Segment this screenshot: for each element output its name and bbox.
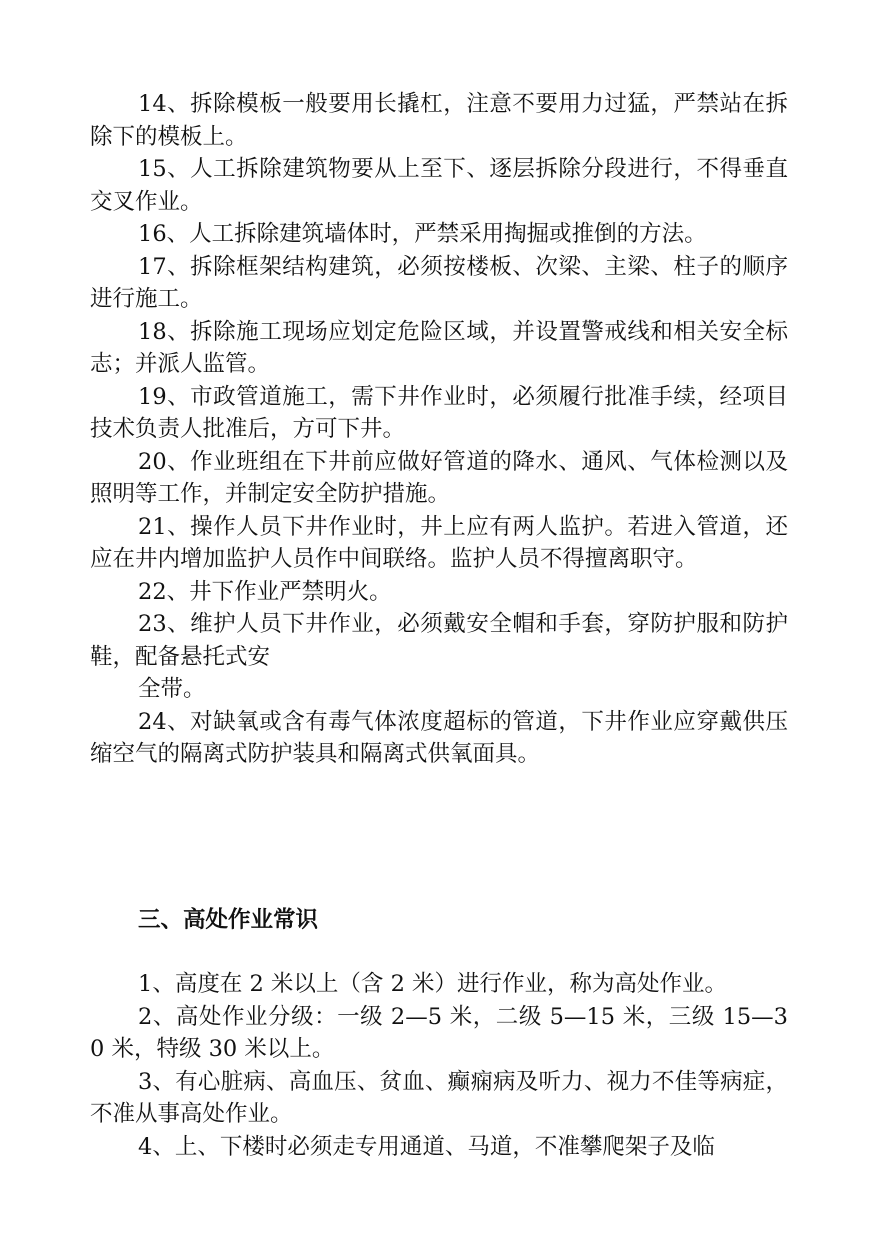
height-rule-2: 2、高处作业分级：一级 2—5 米，二级 5—15 米，三级 15—30 米，特级 30 米以上。 xyxy=(90,1003,788,1062)
rule-22: 22、井下作业严禁明火。 xyxy=(138,578,392,605)
height-rule-4: 4、上、下楼时必须走专用通道、马道，不准攀爬架子及临 xyxy=(138,1133,715,1160)
rule-23: 23、维护人员下井作业，必须戴安全帽和手套，穿防护服和防护鞋，配备悬托式安 xyxy=(90,611,788,670)
safety-rules-list xyxy=(90,88,788,771)
rule-24: 24、对缺氧或含有毒气体浓度超标的管道，下井作业应穿戴供压缩空气的隔离式防护装具和隔离式供氧面具。 xyxy=(90,708,788,767)
rule-19: 19、市政管道施工，需下井作业时，必须履行批准手续，经项目技术负责人批准后，方可下井。 xyxy=(90,383,788,442)
height-rule-3: 3、有心脏病、高血压、贫血、癫痫病及听力、视力不佳等病症，不准从事高处作业。 xyxy=(90,1068,788,1127)
rule-15: 15、人工拆除建筑物要从上至下、逐层拆除分段进行，不得垂直交叉作业。 xyxy=(90,156,788,215)
rule-23-continuation: 全带。 xyxy=(138,676,206,702)
rule-18: 18、拆除施工现场应划定危险区域，并设置警戒线和相关安全标志；并派人监管。 xyxy=(90,318,788,377)
rule-14: 14、拆除模板一般要用长撬杠，注意不要用力过猛，严禁站在拆除下的模板上。 xyxy=(90,91,788,150)
rule-20: 20、作业班组在下井前应做好管道的降水、通风、气体检测以及照明等工作，并制定安全防护措施。 xyxy=(90,448,788,507)
height-work-rules-list xyxy=(90,968,788,1163)
section-title: 三、高处作业常识 xyxy=(138,907,319,933)
rule-21: 21、操作人员下井作业时，井上应有两人监护。若进入管道，还应在井内增加监护人员作中间联络。监护人员不得擅离职守。 xyxy=(90,513,788,572)
rule-17: 17、拆除框架结构建筑，必须按楼板、次梁、主梁、柱子的顺序进行施工。 xyxy=(90,253,788,312)
height-rule-1: 1、高度在 2 米以上（含 2 米）进行作业，称为高处作业。 xyxy=(138,971,728,997)
rule-16: 16、人工拆除建筑墙体时，严禁采用掏掘或推倒的方法。 xyxy=(138,221,707,247)
